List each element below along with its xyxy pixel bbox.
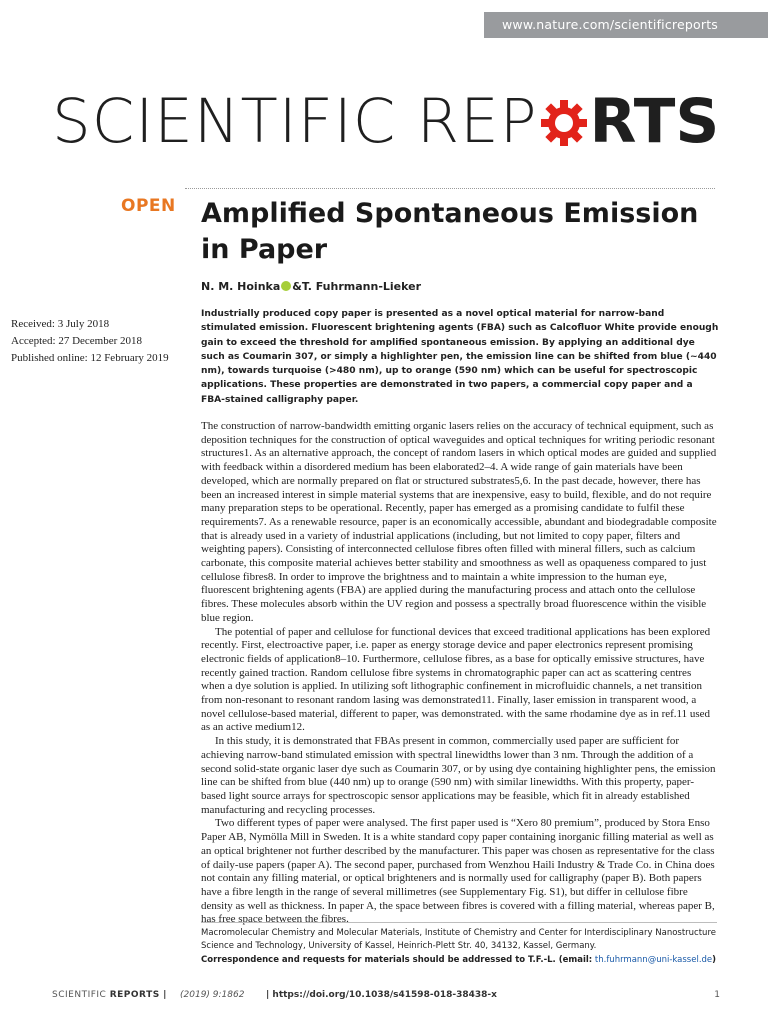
accepted-date: Accepted: 27 December 2018 [11,335,143,347]
journal-masthead [52,86,719,158]
received-date: Received: 3 July 2018 [11,318,110,330]
orcid-icon[interactable] [281,281,291,291]
correspondence-end: ) [712,954,717,965]
affiliation-text: Macromolecular Chemistry and Molecular Materials, Institute of Chemistry and Center for Interdisciplinary Nanostructure Science and Technology, University of Kassel, Heinrich-Plett Str. 40, 34132, Kassel, Germany. [201,928,716,952]
footer-journal-sep: | [163,990,167,1000]
footer-journal-a: SCIENTIFIC [52,990,107,1000]
correspondence-text: Correspondence and requests for materials should be addressed to T.F.-L. (email: [201,954,593,965]
footer-citation: (2019) 9:1862 [180,990,245,1000]
journal-url[interactable]: www.nature.com/scientificreports [502,17,719,32]
author-list [201,280,421,293]
author-name[interactable]: N. M. Hoinka [201,280,281,293]
doi-link[interactable]: | https://doi.org/10.1038/s41598-018-38438-x [266,990,497,1000]
article-dates [11,316,169,367]
body-paragraph: The construction of narrow-bandwidth emitting organic lasers relies on the accuracy of technical equipment, such as deposition techniques for the construction of optical waveguides and optical techniques for writing periodic resonant structures1. As an alternative approach, the concept of random lasers in which optical modes are guided and supplied with feedback within a disordered medium has been elaborated2–4. A wide range of gain materials have been developed, which are normally prepared on flat or structured substrates5,6. In the past decade, however, there has been an increased interest in simple material systems that are inexpensive, easy to build, flexible, and do not require many preparation steps to be operational. Recently, paper has emerged as a promising candidate to fulfil these requirements7. As a renewable resource, paper is an economically accessible, abundant and biodegradable composite that is already used in a variety of industrial applications (including, but not limited to copy paper, filters and weighting papers). Consisting of interconnected cellulose fibres often filled with mineral fillers, such as calcium carbonate, this composite material achieves better stability and smoothness as well as opaqueness compared to just cellulose fibres8. In order to improve the brightness and to maintain a white impression to the human eye, fluorescent brightening agents (FBA) are applied during the manufacturing process and attach onto the cellulose fibres. These molecules absorb within the UV region and possess a spectrally broad fluorescence within the visible blue region. [201,420,717,624]
abstract-text: Industrially produced copy paper is presented as a novel optical material for narrow-band stimulated emission. Fluorescent brightening agents (FBA) such as Calcofluor White provide enough gain to exceed the threshold for amplified spontaneous emission. By applying an additional dye such as Coumarin 307, or simply a highlighter pen, the emission line can be shifted from blue (~440 nm), towards turquoise (>480 nm), up to orange (590 nm) which can be useful for spectroscopic applications. These properties are demonstrated in two papers, a commercial copy paper and a FBA-stained calligraphy paper. [201,309,719,405]
author-name[interactable]: &T. Fuhrmann-Lieker [292,280,422,293]
abstract [201,307,719,407]
article-title: Amplified Spontaneous Emission in Paper [201,198,699,265]
body-paragraph: Two different types of paper were analysed. The first paper used is “Xero 80 premium”, produced by Stora Enso Paper AB, Nymölla Mill in Sweden. It is a white standard copy paper containing inorganic filling material as well as an optical brightener not further described by the manufacturer. This paper was chosen as representative for the class of daily-use papers (paper A). The second paper, purchased from Wenzhou Haili Industry & Trade Co. in China does not contain any filling material, or optical brighteners and is normally used for calligraphy (paper B). Both papers have a fibre length in the range of several millimetres (see Supplementary Fig. S1), but differ in cellulose fibre density as well as thickness. In paper A, the space between fibres is covered with a filling material, whereas paper B, has free space between the fibres. [201,817,715,926]
article-body [201,420,717,927]
correspondence-line [201,954,721,967]
masthead-part2: RTS [589,86,720,157]
email-link[interactable]: th.fuhrmann@uni-kassel.de [594,954,713,965]
page-number: 1 [714,990,720,1000]
gear-icon [539,92,589,144]
published-date: Published online: 12 February 2019 [11,352,169,364]
footnote-divider [201,922,717,923]
body-paragraph: In this study, it is demonstrated that FBAs present in common, commercially used paper are sufficient for achieving narrow-band stimulated emission with spectral linewidths lower than 3 nm. Through the addition of a second solid-state organic laser dye such as Coumarin 307, or by using dye containing highlighter pens, the emission line can be shifted from blue (440 nm) up to orange (590 nm) with similar linewidths. With this property, paper-based light source arrays for spectroscopic sensor applications may be feasible, which fit in already established manufacturing and recycling processes. [201,735,716,816]
footer-journal-b: REPORTS [109,990,160,1000]
page-footer [52,987,720,1007]
url-bar[interactable] [484,12,768,38]
divider [185,188,715,189]
body-paragraph: The potential of paper and cellulose for functional devices that exceed traditional applications has been explored recently. First, electroactive paper, i.e. paper as energy storage device and paper electronics represent promising electronic fields of application8–10. Furthermore, cellulose fibres, as a base for optically emissive structures, have recently gained traction. Random cellulose fibre systems in chromatographic paper can act as scattering centres when a dye solution is applied. In utilizing soft lithographic confinement in microfluidic channels, a net transition from non-resonant to resonant random lasing was demonstrated11. Finally, laser emission in transparent wood, a novel cellulose-based material, different to paper, was demonstrated. with the same rhodamine dye as in ref.11 used as an active medium12. [201,625,711,734]
footer-journal [52,990,167,1000]
masthead-part1: SCIENTIFIC REP [52,86,538,157]
open-access-label: OPEN [121,196,176,216]
affiliation-block [201,927,721,967]
